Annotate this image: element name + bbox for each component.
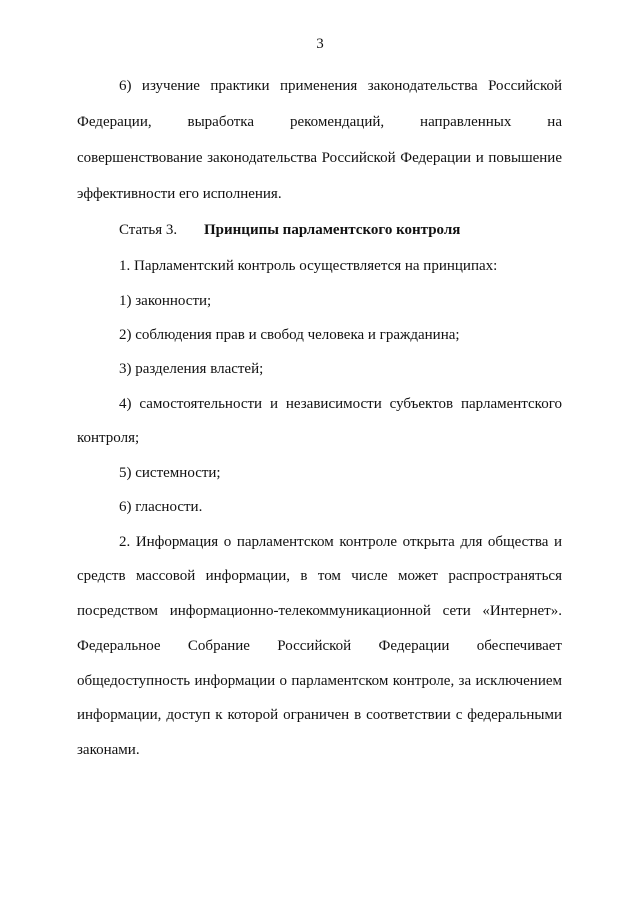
item-6-line-3: совершенствование законодательства Российской Федерации и повышение [77,150,562,166]
page-number: 3 [316,36,324,52]
clause-2-line-2: средств массовой информации, в том числе может распространяться [77,568,562,584]
principle-4-line-1: 4) самостоятельности и независимости субъектов парламентского [119,396,562,412]
principle-6: 6) гласности. [119,499,203,515]
article-heading [119,221,460,239]
principle-4-line-2: контроля; [77,430,140,446]
principle-2: 2) соблюдения прав и свобод человека и гражданина; [119,327,460,343]
clause-1-intro: 1. Парламентский контроль осуществляется на принципах: [119,258,498,274]
clause-2-line-4: Федеральное Собрание Российской Федерации обеспечивает [77,638,562,654]
item-6-line-4: эффективности его исполнения. [77,186,282,202]
principle-3: 3) разделения властей; [119,361,264,377]
clause-2-line-5: общедоступность информации о парламентском контроле, за исключением [77,673,562,689]
clause-2-line-1: 2. Информация о парламентском контроле открыта для общества и [119,534,562,550]
principle-1: 1) законности; [119,293,212,309]
article-title: Принципы парламентского контроля [204,222,461,238]
clause-2-line-7: законами. [77,742,140,758]
clause-2-line-3: посредством информационно-телекоммуникационной сети «Интернет». [77,603,562,619]
clause-2-line-6: информации, доступ к которой ограничен в соответствии с федеральными [77,707,562,723]
item-6-line-1: 6) изучение практики применения законодательства Российской [119,78,562,94]
principle-5: 5) системности; [119,465,221,481]
item-6-line-2: Федерации, выработка рекомендаций, направленных на [77,114,562,130]
article-label: Статья 3. [119,222,178,238]
